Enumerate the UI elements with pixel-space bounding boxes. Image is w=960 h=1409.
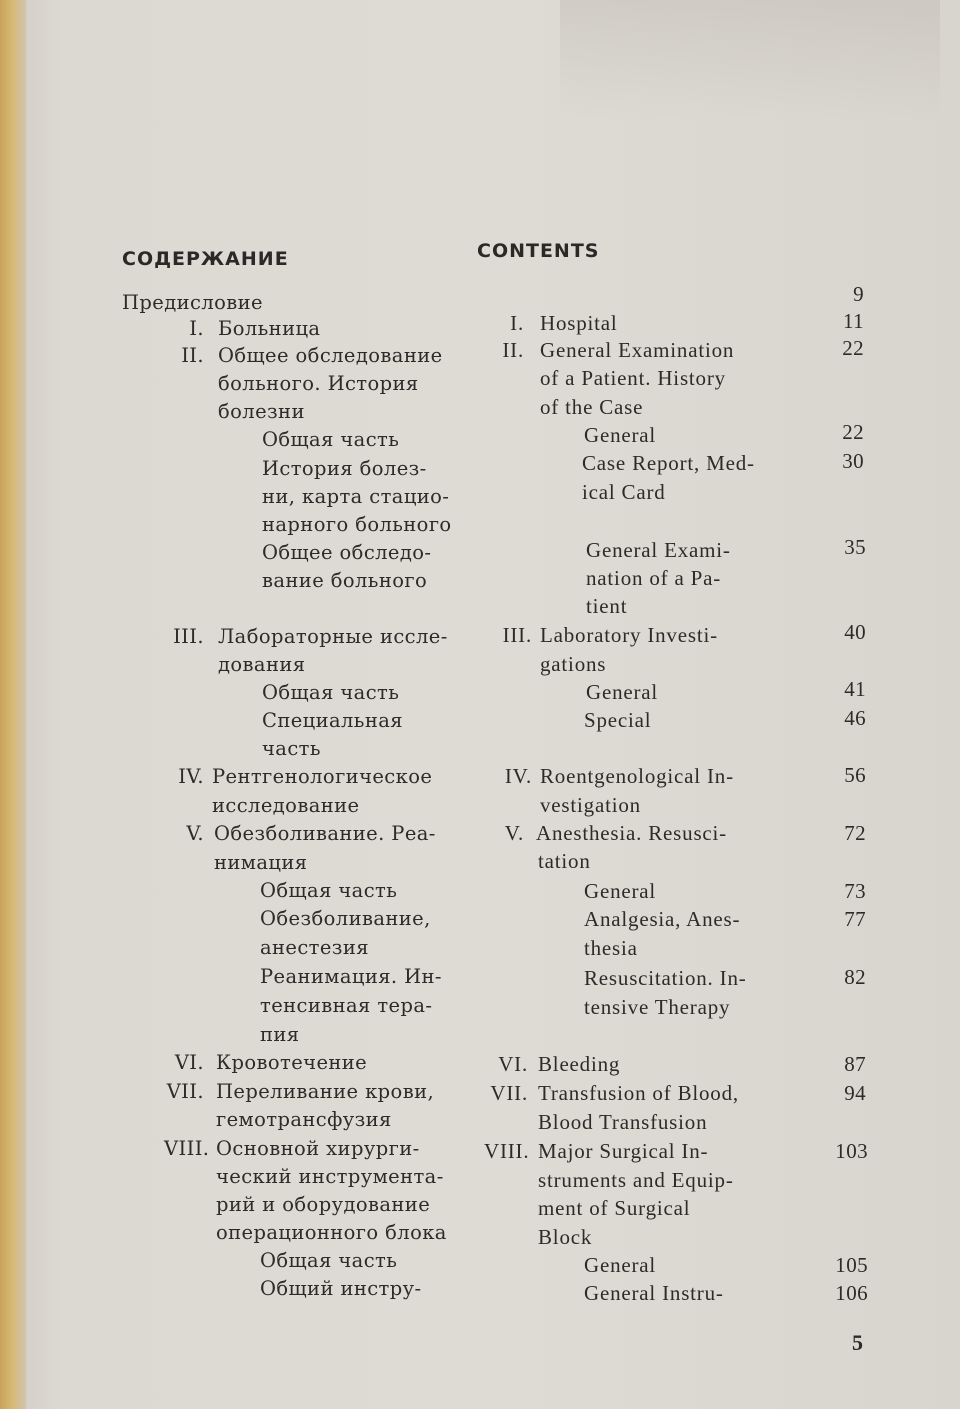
page-ch1: 11 (842, 309, 864, 333)
ru-ch5-sub3-line1: Реанимация. Ин- (260, 965, 442, 988)
ru-ch6-num: VI. (174, 1051, 204, 1074)
en-ch4-num: IV. (504, 764, 532, 788)
ru-ch3-line2: дования (218, 653, 306, 676)
en-ch2-line3: of the Case (540, 395, 644, 419)
en-ch1-num: I. (510, 311, 524, 335)
ru-ch3-sub1: Общая часть (262, 681, 400, 704)
ru-ch5-sub3-line2: тенсивная тера- (260, 994, 433, 1017)
en-ch5-line2: tation (538, 849, 591, 873)
en-ch5-sub2-line1: Analgesia, Anes- (584, 907, 741, 931)
page-ch2-sub1: 22 (842, 420, 864, 444)
ru-ch8-sub1: Общая часть (260, 1249, 398, 1272)
ru-ch5-sub3-line3: пия (260, 1023, 300, 1046)
page-ch8-sub1: 105 (835, 1253, 868, 1277)
en-ch7-line1: Transfusion of Blood, (538, 1081, 739, 1105)
page-ch8: 103 (835, 1139, 868, 1163)
page-ch3-sub2: 46 (844, 706, 866, 730)
ru-ch4-num: IV. (178, 765, 204, 788)
ru-ch8-line2: ческий инструмента- (216, 1165, 444, 1188)
en-ch2-sub2-line2: ical Card (582, 480, 666, 504)
ru-ch7-line2: гемотрансфузия (216, 1108, 392, 1131)
en-ch8-sub2-line1: General Instru- (584, 1281, 724, 1305)
ru-ch4-line2: исследование (212, 794, 360, 817)
page-gutter (0, 0, 26, 1409)
page-ch5: 72 (844, 821, 866, 845)
page-ch3: 40 (844, 620, 866, 644)
ru-ch5-sub2-line2: анестезия (260, 936, 369, 959)
ru-ch6-title: Кровотечение (216, 1051, 368, 1074)
en-ch5-num: V. (504, 821, 524, 845)
ru-ch5-sub2-line1: Обезболивание, (260, 907, 431, 930)
en-ch8-sub1: General (584, 1253, 657, 1277)
page-number: 5 (852, 1330, 863, 1355)
page-ch2: 22 (842, 336, 864, 360)
ru-ch4-line1: Рентгенологическое (212, 765, 433, 788)
heading-russian: СОДЕРЖАНИЕ (122, 248, 289, 270)
ru-ch8-line1: Основной хирурги- (216, 1137, 420, 1160)
en-ch8-line2: struments and Equip- (538, 1168, 734, 1192)
ru-ch2-line3: болезни (218, 400, 305, 423)
heading-english: CONTENTS (477, 240, 600, 262)
ru-ch2-sub3-line1: Общее обследо- (262, 541, 432, 564)
ru-ch7-line1: Переливание крови, (216, 1080, 435, 1103)
ru-ch5-sub1: Общая часть (260, 879, 398, 902)
ru-ch1-num: I. (189, 317, 204, 340)
en-ch4-line1: Roentgenological In- (540, 764, 734, 788)
ru-ch5-line2: нимация (214, 851, 308, 874)
en-ch3-line2: gations (540, 652, 607, 676)
page-ch3-sub1: 41 (844, 677, 866, 701)
ru-ch3-sub2-line1: Специальная (262, 709, 403, 732)
ru-ch8-line3: рий и оборудование (216, 1193, 431, 1216)
ru-ch2-line2: больного. История (218, 372, 419, 395)
en-ch2-sub2-line1: Case Report, Med- (582, 451, 755, 475)
en-ch2-sub3-line2: nation of a Pa- (586, 566, 722, 590)
ru-ch2-num: II. (181, 344, 204, 367)
ru-ch2-sub3-line2: вание больного (262, 569, 428, 592)
ru-ch2-sub2-line1: История болез- (262, 457, 427, 480)
ru-ch2-sub1: Общая часть (262, 428, 400, 451)
en-ch2-sub1: General (584, 423, 657, 447)
page-ch4: 56 (844, 763, 866, 787)
ru-ch5-line1: Обезболивание. Реа- (214, 822, 436, 845)
en-ch7-line2: Blood Transfusion (538, 1110, 708, 1134)
en-ch2-line1: General Examination (540, 338, 735, 362)
en-ch3-sub1: General (586, 680, 659, 704)
ru-ch3-num: III. (173, 625, 204, 648)
ru-ch2-line1: Общее обследование (218, 344, 443, 367)
en-ch2-num: II. (502, 338, 524, 362)
en-ch8-num: VIII. (484, 1139, 530, 1163)
ru-ch3-sub2-line2: часть (262, 737, 321, 760)
en-ch4-line2: vestigation (540, 793, 641, 817)
ru-preface: Предисловие (122, 291, 263, 314)
page-ch6: 87 (844, 1052, 866, 1076)
page-ch5-sub3: 82 (844, 965, 866, 989)
page-ch2-sub2: 30 (842, 449, 864, 473)
en-ch6-title: Bleeding (538, 1052, 621, 1076)
page-preface: 9 (853, 282, 864, 306)
page-ch5-sub1: 73 (844, 879, 866, 903)
en-ch7-num: VII. (490, 1081, 528, 1105)
ru-ch8-line4: операционного блока (216, 1221, 447, 1244)
en-ch5-sub3-line1: Resuscitation. In- (584, 966, 747, 990)
en-ch3-sub2: Special (584, 708, 652, 732)
page-ch7: 94 (844, 1081, 866, 1105)
ru-ch2-sub2-line2: ни, карта стацио- (262, 485, 450, 508)
en-ch2-line2: of a Patient. History (540, 366, 726, 390)
en-ch2-sub3-line3: tient (586, 594, 628, 618)
ru-ch8-num: VIII. (164, 1137, 210, 1160)
en-ch1-title: Hospital (540, 311, 618, 335)
en-ch6-num: VI. (498, 1052, 528, 1076)
en-ch8-line3: ment of Surgical (538, 1196, 691, 1220)
en-ch5-sub2-line2: thesia (584, 936, 638, 960)
ru-ch3-line1: Лабораторные иссле- (218, 625, 448, 648)
en-ch8-line4: Block (538, 1225, 593, 1249)
ru-ch5-num: V. (186, 822, 204, 845)
page-ch2-sub3: 35 (844, 535, 866, 559)
en-ch8-line1: Major Surgical In- (538, 1139, 709, 1163)
ru-ch7-num: VII. (166, 1080, 204, 1103)
en-ch5-line1: Anesthesia. Resusci- (536, 821, 727, 845)
en-ch3-num: III. (502, 623, 532, 647)
ru-ch8-sub2-line1: Общий инстру- (260, 1277, 422, 1300)
en-ch5-sub1: General (584, 879, 657, 903)
page-ch5-sub2: 77 (844, 907, 866, 931)
en-ch5-sub3-line2: tensive Therapy (584, 995, 731, 1019)
page-ch8-sub2: 106 (835, 1281, 868, 1305)
ru-ch1-title: Больница (218, 317, 321, 340)
bleed-through-shadow (560, 0, 940, 120)
ru-ch2-sub2-line3: нарного больного (262, 513, 452, 536)
en-ch2-sub3-line1: General Exami- (586, 538, 731, 562)
en-ch3-line1: Laboratory Investi- (540, 623, 718, 647)
